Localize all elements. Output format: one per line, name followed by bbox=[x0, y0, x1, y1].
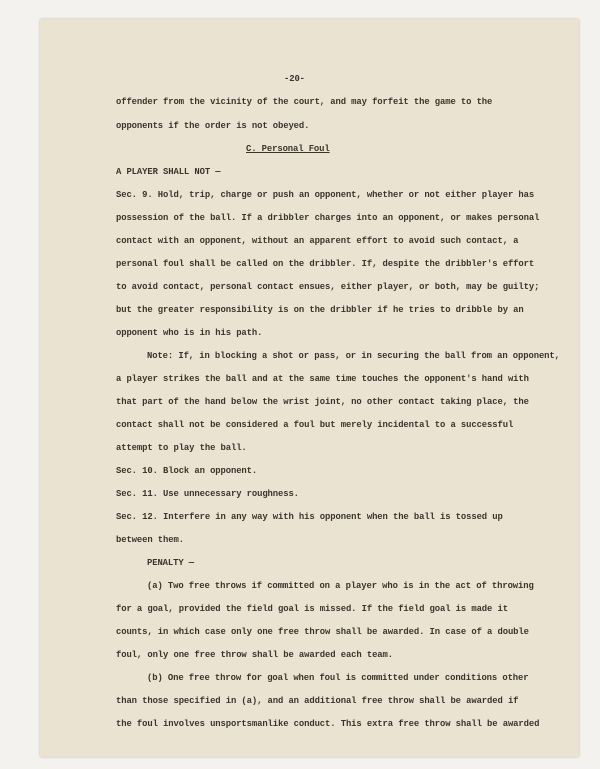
text-line: offender from the vicinity of the court, and may forfeit the game to the bbox=[116, 97, 493, 107]
text-line: but the greater responsibility is on the dribbler if he tries to dribble by an bbox=[116, 305, 524, 315]
text-line: for a goal, provided the field goal is missed. If the field goal is made it bbox=[116, 604, 508, 614]
text-line: contact with an opponent, without an apparent effort to avoid such contact, a bbox=[116, 236, 519, 246]
page-number: -20- bbox=[284, 74, 305, 84]
text-line: that part of the hand below the wrist joint, no other contact taking place, the bbox=[116, 397, 529, 407]
text-line: Sec. 11. Use unnecessary roughness. bbox=[116, 489, 299, 499]
text-line: (a) Two free throws if committed on a player who is in the act of throwing bbox=[147, 581, 534, 591]
text-line: opponent who is in his path. bbox=[116, 328, 263, 338]
text-line: personal foul shall be called on the dribbler. If, despite the dribbler's effort bbox=[116, 259, 535, 269]
text-line: (b) One free throw for goal when foul is committed under conditions other bbox=[147, 673, 529, 683]
text-line: counts, in which case only one free throw shall be awarded. In case of a double bbox=[116, 627, 529, 637]
text-line: contact shall not be considered a foul but merely incidental to a successful bbox=[116, 420, 514, 430]
text-line: attempt to play the ball. bbox=[116, 443, 247, 453]
text-line: foul, only one free throw shall be awarded each team. bbox=[116, 650, 393, 660]
text-line: Note: If, in blocking a shot or pass, or in securing the ball from an opponent, bbox=[147, 351, 560, 361]
section-heading: C. Personal Foul bbox=[246, 144, 330, 154]
text-line: A PLAYER SHALL NOT — bbox=[116, 167, 221, 177]
text-line: the foul involves unsportsmanlike conduct. This extra free throw shall be awarded bbox=[116, 719, 540, 729]
text-line: Sec. 12. Interfere in any way with his opponent when the ball is tossed up bbox=[116, 512, 503, 522]
penalty-heading: PENALTY — bbox=[147, 558, 195, 568]
text-line: Sec. 10. Block an opponent. bbox=[116, 466, 258, 476]
text-line: a player strikes the ball and at the same time touches the opponent's hand with bbox=[116, 374, 529, 384]
text-line: to avoid contact, personal contact ensues, either player, or both, may be guilty; bbox=[116, 282, 540, 292]
text-line: than those specified in (a), and an additional free throw shall be awarded if bbox=[116, 696, 519, 706]
text-line: possession of the ball. If a dribbler charges into an opponent, or makes personal bbox=[116, 213, 540, 223]
text-line: opponents if the order is not obeyed. bbox=[116, 121, 310, 131]
text-line: Sec. 9. Hold, trip, charge or push an opponent, whether or not either player has bbox=[116, 190, 535, 200]
text-line: between them. bbox=[116, 535, 184, 545]
